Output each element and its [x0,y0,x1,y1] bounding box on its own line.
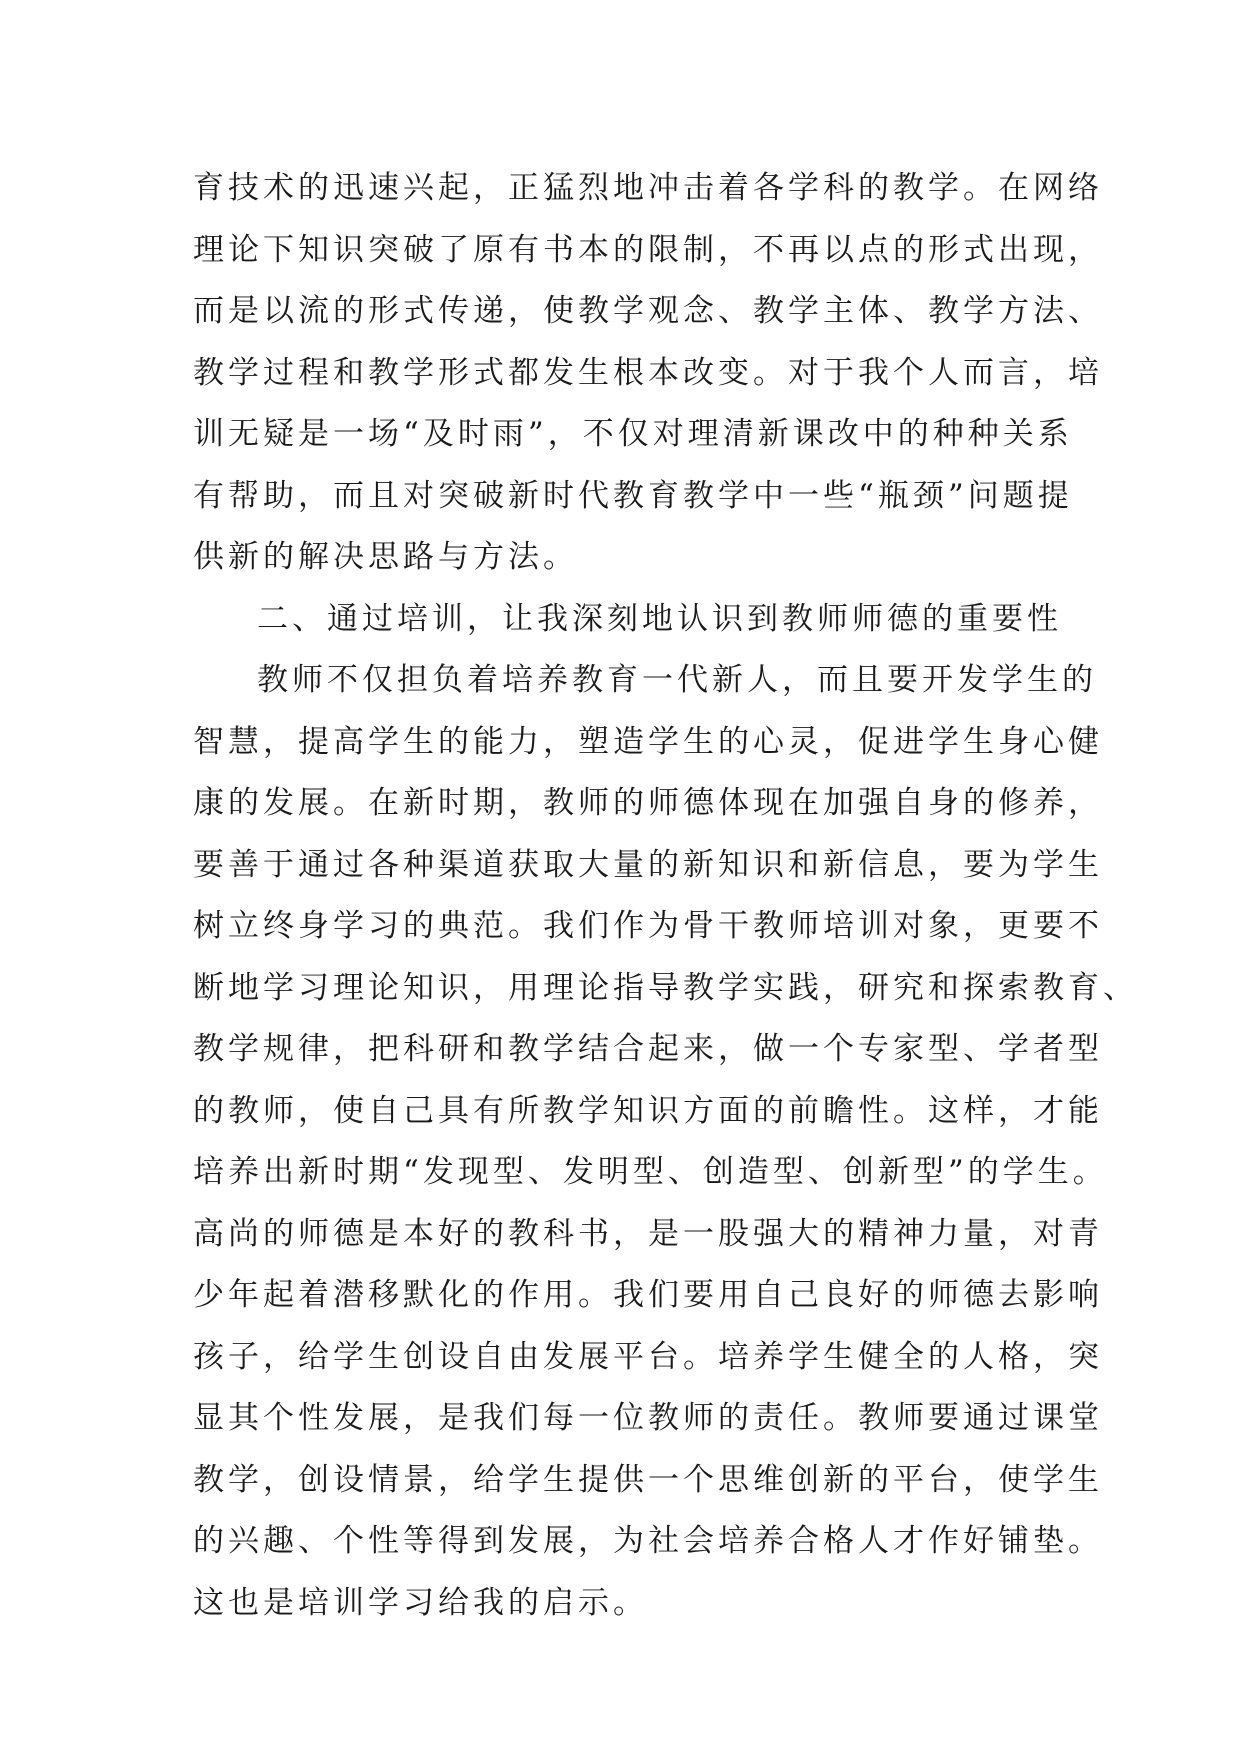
text-line: 少年起着潜移默化的作用。我们要用自己良好的师德去影响 [193,1277,1103,1313]
text-line: 教学规律，把科研和教学结合起来，做一个专家型、学者型 [193,1031,1103,1067]
text-line: 孩子，给学生创设自由发展平台。培养学生健全的人格，突 [193,1338,1103,1375]
text-line: 的教师，使自己具有所教学知识方面的前瞻性。这样，才能 [193,1092,1103,1129]
text-line: 高尚的师德是本好的教科书，是一股强大的精神力量，对青 [193,1215,1103,1252]
text-line: 的兴趣、个性等得到发展，为社会培养合格人才作好铺垫。 [193,1523,1103,1559]
document-body [193,158,1138,1634]
text-line: 教学过程和教学形式都发生根本改变。对于我个人而言，培 [193,354,1103,391]
text-line: 教学，创设情景，给学生提供一个思维创新的平台，使学生 [193,1461,1103,1498]
text-line: 显其个性发展，是我们每一位教师的责任。教师要通过课堂 [193,1400,1103,1436]
text-line: 这也是培训学习给我的启示。 [193,1584,648,1621]
text-line: 断地学习理论知识，用理论指导教学实践，研究和探索教育、 [193,969,1138,1006]
text-line: 训无疑是一场“及时雨”，不仅对理清新课改中的种种关系 [193,416,1073,452]
text-line: 而是以流的形式传递，使教学观念、教学主体、教学方法、 [193,293,1103,329]
text-line: 有帮助，而且对突破新时代教育教学中一些“瓶颈”问题提 [193,477,1073,514]
section-heading: 二、通过培训，让我深刻地认识到教师师德的重要性 [257,600,1062,637]
text-line: 教师不仅担负着培养教育一代新人，而且要开发学生的 [257,662,1097,698]
text-line: 培养出新时期“发现型、发明型、创造型、创新型”的学生。 [193,1154,1108,1190]
text-line: 育技术的迅速兴起，正猛烈地冲击着各学科的教学。在网络 [193,170,1103,206]
text-line: 智慧，提高学生的能力，塑造学生的心灵，促进学生身心健 [193,723,1103,760]
text-line: 要善于通过各种渠道获取大量的新知识和新信息，要为学生 [193,846,1103,883]
text-line: 康的发展。在新时期，教师的师德体现在加强自身的修养， [193,785,1103,821]
text-line: 树立终身学习的典范。我们作为骨干教师培训对象，更要不 [193,908,1103,944]
text-line: 供新的解决思路与方法。 [193,539,578,575]
text-line: 理论下知识突破了原有书本的限制，不再以点的形式出现， [193,231,1103,268]
